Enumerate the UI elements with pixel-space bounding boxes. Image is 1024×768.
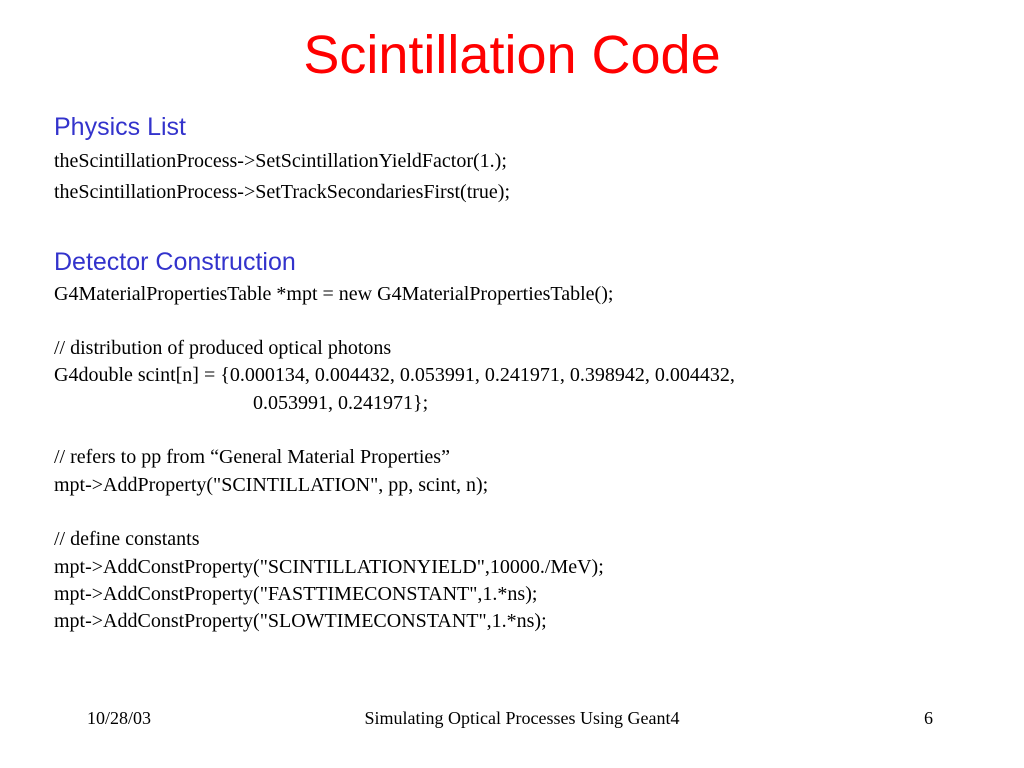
detector-construction-heading: Detector Construction (54, 248, 296, 276)
code-line-continuation: 0.053991, 0.241971}; (253, 392, 429, 414)
code-comment: // refers to pp from “General Material Properties” (54, 446, 450, 468)
slide-title: Scintillation Code (303, 25, 721, 85)
footer-presentation-title: Simulating Optical Processes Using Geant4 (364, 708, 680, 728)
code-line: theScintillationProcess->SetTrackSecondariesFirst(true); (54, 181, 511, 203)
footer-date: 10/28/03 (87, 708, 152, 728)
code-line: mpt->AddConstProperty("FASTTIMECONSTANT",1.*ns); (54, 583, 538, 605)
code-comment: // define constants (54, 528, 200, 550)
code-line: mpt->AddConstProperty("SCINTILLATIONYIELD",10000./MeV); (54, 556, 604, 578)
code-line: mpt->AddProperty("SCINTILLATION", pp, scint, n); (54, 474, 489, 496)
code-line: G4double scint[n] = {0.000134, 0.004432, 0.053991, 0.241971, 0.398942, 0.004432, (54, 364, 735, 386)
code-line: G4MaterialPropertiesTable *mpt = new G4MaterialPropertiesTable(); (54, 283, 614, 305)
code-line: theScintillationProcess->SetScintillationYieldFactor(1.); (54, 150, 507, 172)
physics-list-heading: Physics List (54, 113, 186, 141)
code-line: mpt->AddConstProperty("SLOWTIMECONSTANT",1.*ns); (54, 610, 547, 632)
code-comment: // distribution of produced optical photons (54, 337, 392, 359)
footer-page-number: 6 (924, 708, 933, 728)
